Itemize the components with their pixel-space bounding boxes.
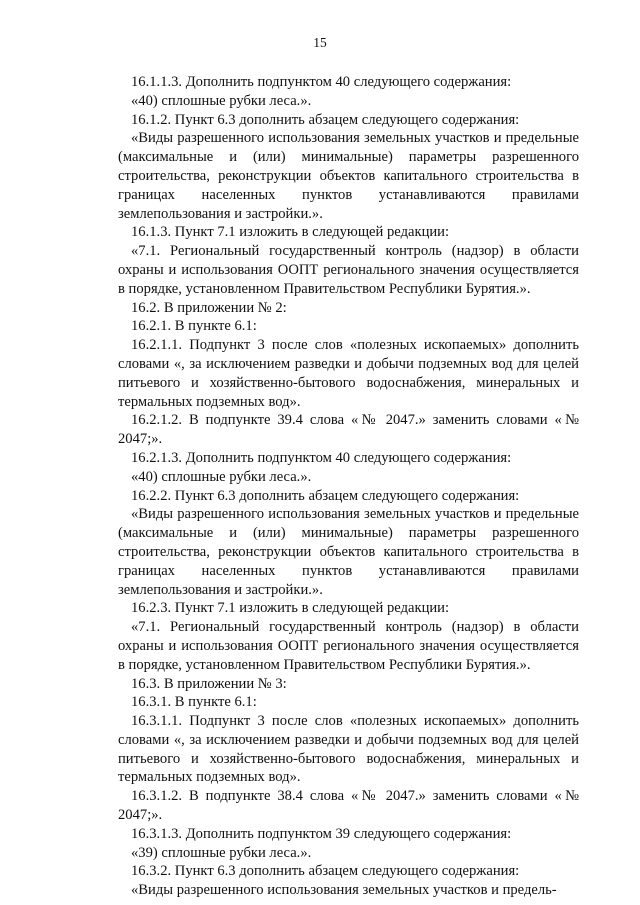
paragraph: 16.3. В приложении № 3: xyxy=(131,675,287,692)
paragraph: 16.2.1. В пункте 6.1: xyxy=(131,318,257,335)
paragraph: 16.1.2. Пункт 6.3 дополнить абзацем следующего содержания: xyxy=(131,111,520,128)
paragraph: «40) сплошные рубки леса.». xyxy=(131,92,312,109)
paragraph: «39) сплошные рубки леса.». xyxy=(131,844,312,861)
document-body xyxy=(118,73,579,900)
paragraph: «Виды разрешенного использования земельных участков и предель- xyxy=(131,882,557,899)
paragraph: 16.2.1.2. В подпункте 39.4 слова «№ 2047.» заменить словами «№ 2047;». xyxy=(118,412,579,448)
paragraph: 16.3.2. Пункт 6.3 дополнить абзацем следующего содержания: xyxy=(131,863,520,880)
paragraph: «40) сплошные рубки леса.». xyxy=(131,468,312,485)
page-number: 15 xyxy=(313,35,327,50)
paragraph: 16.2.1.3. Дополнить подпунктом 40 следующего содержания: xyxy=(131,449,512,466)
paragraph: 16.2.2. Пункт 6.3 дополнить абзацем следующего содержания: xyxy=(131,487,520,504)
paragraph: 16.2.3. Пункт 7.1 изложить в следующей редакции: xyxy=(131,600,450,617)
paragraph: «7.1. Региональный государственный контроль (надзор) в области охраны и использования ООПТ регионального значения осуществляется в порядке, установленном Правительством Республики Бурятия.». xyxy=(118,619,579,673)
paragraph: 16.1.3. Пункт 7.1 изложить в следующей редакции: xyxy=(131,224,450,241)
paragraph: 16.3.1.2. В подпункте 38.4 слова «№ 2047.» заменить словами «№ 2047;». xyxy=(118,788,579,824)
paragraph: 16.1.1.3. Дополнить подпунктом 40 следующего содержания: xyxy=(131,74,512,90)
paragraph: «Виды разрешенного использования земельных участков и предельные (максимальные и (или) минимальные) параметры разрешенного строительства, реконструкции объектов капитального строительства в границах населенных пунктов устанавливаются правилами землепользования и застройки.». xyxy=(118,506,579,598)
paragraph: 16.2. В приложении № 2: xyxy=(131,299,287,316)
paragraph: 16.3.1.3. Дополнить подпунктом 39 следующего содержания: xyxy=(131,825,512,842)
paragraph: «7.1. Региональный государственный контроль (надзор) в области охраны и использования ООПТ регионального значения осуществляется в порядке, установленном Правительством Республики Бурятия.». xyxy=(118,243,579,297)
paragraph: «Виды разрешенного использования земельных участков и предельные (максимальные и (или) минимальные) параметры разрешенного строительства, реконструкции объектов капитального строительства в границах населенных пунктов устанавливаются правилами землепользования и застройки.». xyxy=(118,130,579,222)
paragraph: 16.3.1. В пункте 6.1: xyxy=(131,694,257,711)
paragraph: 16.2.1.1. Подпункт 3 после слов «полезных ископаемых» дополнить словами «, за исключением разведки и добычи подземных вод для целей питьевого и хозяйственно-бытового водоснабжения, минеральных и термальных подземных вод». xyxy=(118,337,579,410)
paragraph: 16.3.1.1. Подпункт 3 после слов «полезных ископаемых» дополнить словами «, за исключением разведки и добычи подземных вод для целей питьевого и хозяйственно-бытового водоснабжения, минеральных и термальных подземных вод». xyxy=(118,713,579,786)
